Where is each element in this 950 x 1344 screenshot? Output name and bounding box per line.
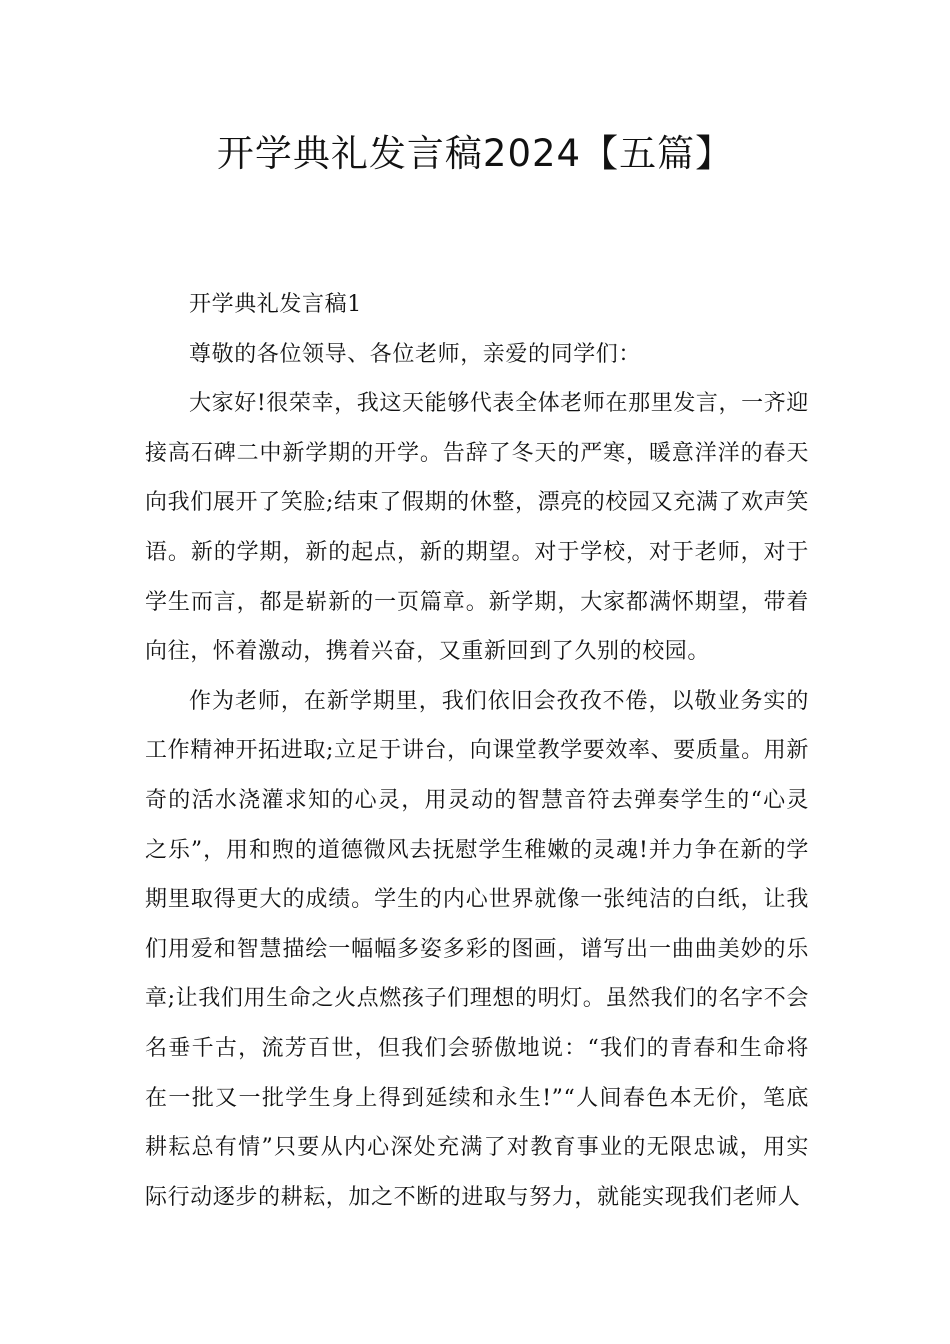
body-paragraph: 作为老师，在新学期里，我们依旧会孜孜不倦，以敬业务实的工作精神开拓进取;立足于讲台，向课堂教学要效率、要质量。用新奇的活水浇灌求知的心灵，用灵动的智慧音符去弹奏学生的“心灵之乐”，用和煦的道德微风去抚慰学生稚嫩的灵魂!并力争在新的学期里取得更大的成绩。学生的内心世界就像一张纯洁的白纸，让我们用爱和智慧描绘一幅幅多姿多彩的图画，谱写出一曲曲美妙的乐章;让我们用生命之火点燃孩子们理想的明灯。虽然我们的名字不会名垂千古，流芳百世，但我们会骄傲地说：“我们的青春和生命将在一批又一批学生身上得到延续和永生!”“人间春色本无价，笔底耕耘总有情”只要从内心深处充满了对教育事业的无限忠诚，用实际行动逐步的耕耘，加之不断的进取与努力，就能实现我们老师人 <box>145 688 809 1210</box>
section-heading: 开学典礼发言稿1 <box>189 292 362 317</box>
salutation-paragraph: 尊敬的各位领导、各位老师，亲爱的同学们： <box>189 341 642 367</box>
document-title: 开学典礼发言稿2024【五篇】 <box>216 132 734 175</box>
body-paragraph: 大家好!很荣幸，我这天能够代表全体老师在那里发言，一齐迎接高石碑二中新学期的开学。告辞了冬天的严寒，暖意洋洋的春天向我们展开了笑脸;结束了假期的休整，漂亮的校园又充满了欢声笑语。新的学期，新的起点，新的期望。对于学校，对于老师，对于学生而言，都是崭新的一页篇章。新学期，大家都满怀期望，带着向往，怀着激动，携着兴奋，又重新回到了久别的校园。 <box>145 391 809 665</box>
document-body <box>145 280 809 1222</box>
